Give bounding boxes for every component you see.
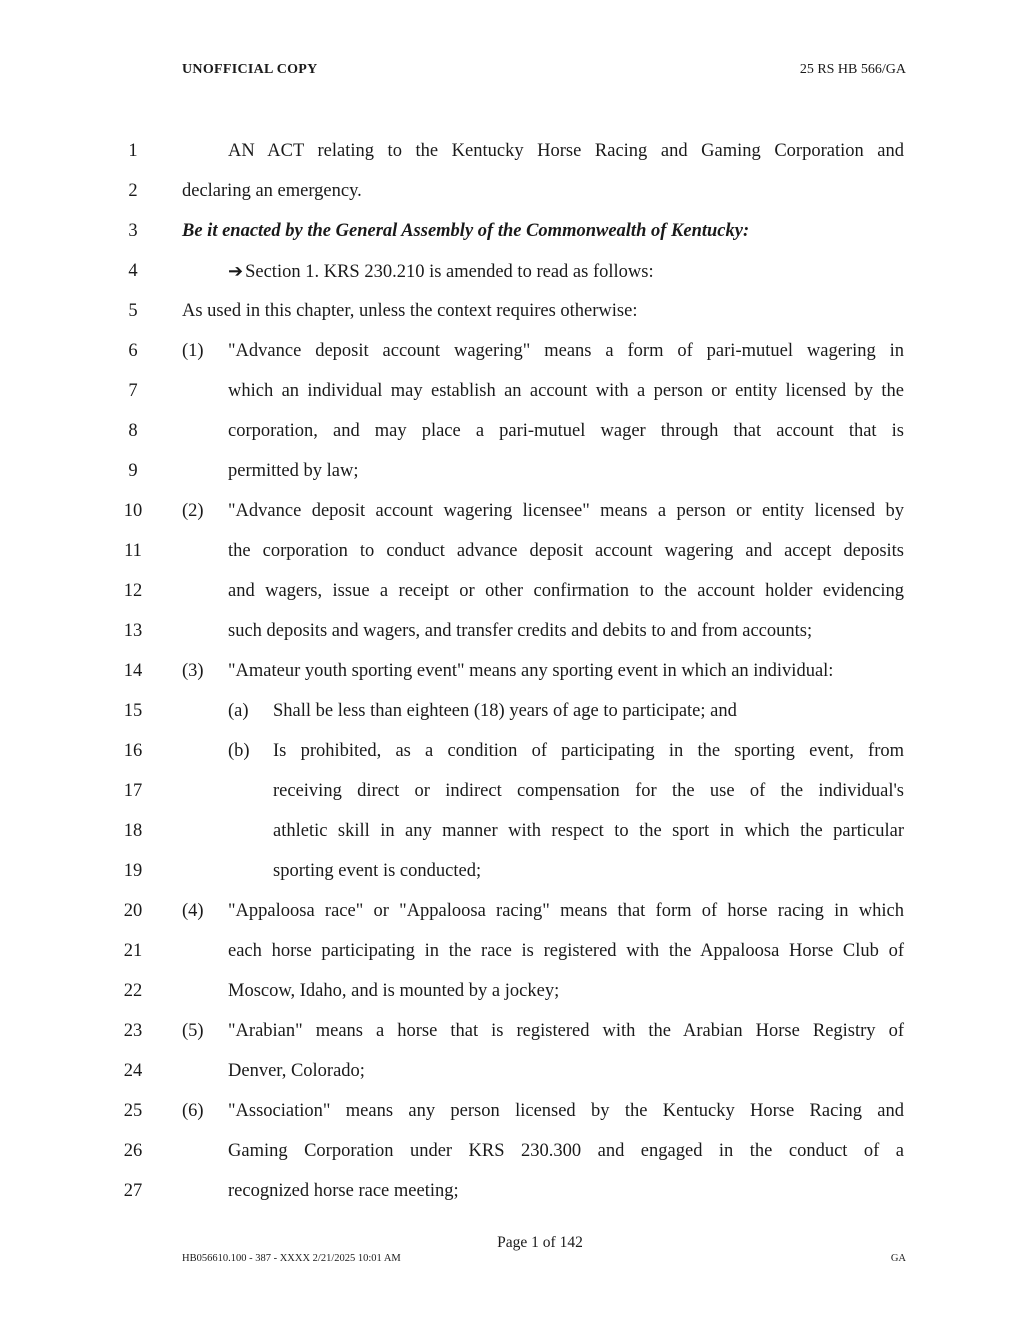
line-number: 13 bbox=[123, 621, 143, 641]
line-number: 7 bbox=[128, 381, 138, 401]
line-text: Is prohibited, as a condition of participating in the sporting event, from bbox=[273, 741, 904, 761]
document-line bbox=[0, 340, 1024, 380]
enacting-clause: Be it enacted by the General Assembly of the Commonwealth of Kentucky: bbox=[182, 221, 750, 241]
line-number: 2 bbox=[128, 181, 138, 201]
header-unofficial-copy: UNOFFICIAL COPY bbox=[182, 62, 318, 77]
line-number: 15 bbox=[123, 701, 143, 721]
header-bill-number: 25 RS HB 566/GA bbox=[799, 62, 906, 77]
line-text: "Association" means any person licensed by the Kentucky Horse Racing and bbox=[228, 1101, 904, 1121]
document-line bbox=[0, 820, 1024, 860]
line-text: permitted by law; bbox=[228, 461, 359, 481]
line-text: and wagers, issue a receipt or other confirmation to the account holder evidencing bbox=[228, 581, 904, 601]
line-text: AN ACT relating to the Kentucky Horse Racing and Gaming Corporation and bbox=[228, 141, 904, 161]
line-number: 9 bbox=[128, 461, 138, 481]
line-number: 19 bbox=[123, 861, 143, 881]
line-number: 5 bbox=[128, 301, 138, 321]
page-number: Page 1 of 142 bbox=[497, 1234, 583, 1251]
section-heading-text: Section 1. KRS 230.210 is amended to read as follows: bbox=[245, 262, 654, 282]
line-number: 12 bbox=[123, 581, 143, 601]
line-text: "Amateur youth sporting event" means any sporting event in which an individual: bbox=[228, 661, 834, 681]
line-text: athletic skill in any manner with respect to the sport in which the particular bbox=[273, 821, 904, 841]
document-line bbox=[0, 860, 1024, 900]
line-text: which an individual may establish an account with a person or entity licensed by the bbox=[228, 381, 904, 401]
line-number: 17 bbox=[123, 781, 143, 801]
document-line bbox=[0, 260, 1024, 300]
document-line bbox=[0, 1060, 1024, 1100]
line-number: 23 bbox=[123, 1021, 143, 1041]
line-number: 27 bbox=[123, 1181, 143, 1201]
line-text: recognized horse race meeting; bbox=[228, 1181, 459, 1201]
footer-tag: GA bbox=[890, 1253, 906, 1264]
subsection-label: (2) bbox=[182, 501, 204, 521]
subsection-label: (4) bbox=[182, 901, 204, 921]
line-text: corporation, and may place a pari-mutuel wager through that account that is bbox=[228, 421, 904, 441]
line-number: 22 bbox=[123, 981, 143, 1001]
section-heading bbox=[228, 260, 654, 283]
document-line bbox=[0, 740, 1024, 780]
line-text: such deposits and wagers, and transfer credits and debits to and from accounts; bbox=[228, 621, 813, 641]
paragraph-label: (b) bbox=[228, 741, 250, 761]
line-text: As used in this chapter, unless the context requires otherwise: bbox=[182, 301, 638, 321]
line-number: 25 bbox=[123, 1101, 143, 1121]
line-text: the corporation to conduct advance deposit account wagering and accept deposits bbox=[228, 541, 904, 561]
document-line bbox=[0, 660, 1024, 700]
document-line bbox=[0, 500, 1024, 540]
document-line bbox=[0, 700, 1024, 740]
document-line bbox=[0, 980, 1024, 1020]
line-number: 6 bbox=[128, 341, 138, 361]
document-line bbox=[0, 1100, 1024, 1140]
subsection-label: (1) bbox=[182, 341, 204, 361]
line-text: "Appaloosa race" or "Appaloosa racing" means that form of horse racing in which bbox=[228, 901, 904, 921]
line-text: Gaming Corporation under KRS 230.300 and engaged in the conduct of a bbox=[228, 1141, 904, 1161]
line-text: Shall be less than eighteen (18) years of age to participate; and bbox=[273, 701, 737, 721]
paragraph-label: (a) bbox=[228, 701, 249, 721]
line-text: each horse participating in the race is registered with the Appaloosa Horse Club of bbox=[228, 941, 904, 961]
document-line bbox=[0, 380, 1024, 420]
document-line bbox=[0, 620, 1024, 660]
line-number: 3 bbox=[128, 221, 138, 241]
document-line bbox=[0, 900, 1024, 940]
line-number: 20 bbox=[123, 901, 143, 921]
line-text: "Arabian" means a horse that is registered with the Arabian Horse Registry of bbox=[228, 1021, 904, 1041]
line-number: 16 bbox=[123, 741, 143, 761]
line-number: 4 bbox=[128, 261, 138, 281]
document-line bbox=[0, 140, 1024, 180]
document-line bbox=[0, 460, 1024, 500]
document-line bbox=[0, 300, 1024, 340]
line-text: declaring an emergency. bbox=[182, 181, 362, 201]
subsection-label: (3) bbox=[182, 661, 204, 681]
document-line bbox=[0, 540, 1024, 580]
line-number: 18 bbox=[123, 821, 143, 841]
line-number: 10 bbox=[123, 501, 143, 521]
line-text: "Advance deposit account wagering licensee" means a person or entity licensed by bbox=[228, 501, 904, 521]
line-number: 1 bbox=[128, 141, 138, 161]
document-line bbox=[0, 1140, 1024, 1180]
line-number: 14 bbox=[123, 661, 143, 681]
document-line bbox=[0, 1180, 1024, 1220]
line-text: receiving direct or indirect compensation for the use of the individual's bbox=[273, 781, 904, 801]
document-line bbox=[0, 940, 1024, 980]
subsection-label: (6) bbox=[182, 1101, 204, 1121]
document-line bbox=[0, 580, 1024, 620]
line-number: 24 bbox=[123, 1061, 143, 1081]
line-text: "Advance deposit account wagering" means a form of pari-mutuel wagering in bbox=[228, 341, 904, 361]
right-arrow-icon: ➔ bbox=[228, 261, 244, 281]
document-line bbox=[0, 780, 1024, 820]
subsection-label: (5) bbox=[182, 1021, 204, 1041]
line-number: 21 bbox=[123, 941, 143, 961]
line-text: Moscow, Idaho, and is mounted by a jockey; bbox=[228, 981, 560, 1001]
document-line bbox=[0, 180, 1024, 220]
document-line bbox=[0, 1020, 1024, 1060]
document-id: HB056610.100 - 387 - XXXX 2/21/2025 10:01 AM bbox=[182, 1253, 401, 1264]
line-text: Denver, Colorado; bbox=[228, 1061, 365, 1081]
line-text: sporting event is conducted; bbox=[273, 861, 482, 881]
document-line bbox=[0, 420, 1024, 460]
line-number: 11 bbox=[124, 541, 142, 561]
line-number: 26 bbox=[123, 1141, 143, 1161]
line-number: 8 bbox=[128, 421, 138, 441]
document-line bbox=[0, 220, 1024, 260]
